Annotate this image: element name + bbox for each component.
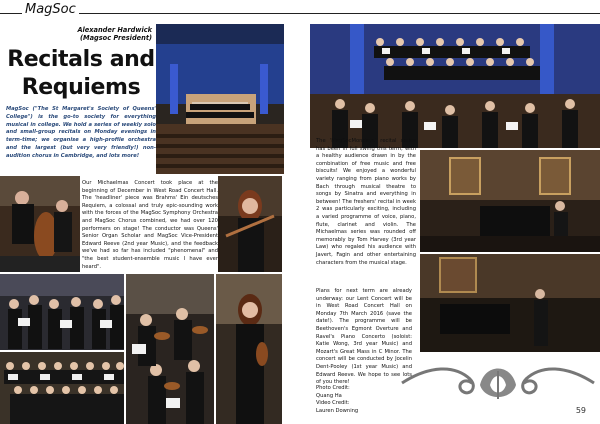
- title-line-2: Requiems: [21, 75, 141, 100]
- photo-singer-recital: [420, 254, 600, 352]
- decorative-flourish: [400, 355, 596, 410]
- photo-pianist: [420, 150, 600, 252]
- article-paragraph-2: The 'MagSocMondays' recital series has been in full swing this term, with a healthy audience drawn in by the combination of free music and free biscuits! We enjoyed a wonderful variety ranging from piano works by Bach through musical theatre to songs by Sinatra and everything in between! The freshers' recital in week 2 was particularly exciting, including a varied programme of voice, piano, flute, clarinet and violin. The Michaelmas series was rounded off memorably by Tom Harvey (3rd year Law) who regaled his audience with Javert, Fagin and other entertaining characters from the musical stage.: [316, 138, 416, 266]
- photo-choir-rows: [0, 352, 124, 424]
- header-rule: [0, 13, 600, 14]
- credit-photo-label: Photo Credit:: [316, 385, 350, 391]
- author-name: Alexander Hardwick: [77, 26, 152, 34]
- photo-violinist: [218, 176, 282, 272]
- title-line-1: Recitals and: [7, 47, 155, 72]
- photo-cellist: [0, 176, 80, 272]
- intro-paragraph: MagSoc ("The St Margaret's Society of Queens' College") is the go-to society for everything musical in college. We hold a series of weekly solo and small-group recitals on Monday evenings in term-time; we organise a high-profile orchestra and the largest (but very very friendly!) non-audition chorus in Cambridge, and lots more!: [6, 106, 156, 159]
- photo-violin-section: [126, 274, 214, 424]
- author-byline: [48, 26, 152, 42]
- credit-video-name: Lauren Downing: [316, 407, 359, 414]
- article-title: [6, 46, 156, 102]
- author-role: (Magsoc President): [80, 34, 152, 42]
- photo-credits: [316, 385, 396, 415]
- section-title: MagSoc: [22, 2, 79, 17]
- photo-orchestra-strings: [0, 274, 124, 350]
- credit-photo-name: Quang Ha: [316, 392, 342, 399]
- photo-soloist: [216, 274, 282, 424]
- article-paragraph-1: Our Michaelmas Concert took place at the beginning of December in West Road Concert Hall. The 'headliner' piece was Brahms' Ein deutsches Requiem, a colossal and truly epic-sounding work with the forces of the MagSoc Symphony Orchestra and MagSoc Chorus combined, we had over 120 performers on stage! The conductor was Queens' Senior Organ Scholar and MagSoc Vice-President Edward Reeve (2nd year Music), and the feedback we've had so far has included "phenomenal" and "the best student-ensemble music I have ever heard".: [82, 180, 218, 270]
- photo-chorus-orchestra: [310, 24, 600, 148]
- photo-concert-hall: [156, 24, 284, 174]
- article-paragraph-3: Plans for next term are already underway: our Lent Concert will be in West Road Concert Hall on Monday 7th March 2016 (save the date!). The programme will be Beethoven's Egmont Overture and Ravel's Piano Concerto (soloist: Katie Wong, 3rd year Music) and Mozart's Great Mass in C Minor. The concert will be conducted by Jocelin Dent-Pooley (1st year Music) and Edward Reeve. We hope to see lots of you there!: [316, 288, 412, 386]
- page-number: 59: [575, 406, 586, 415]
- credit-video-label: Video Credit:: [316, 400, 350, 407]
